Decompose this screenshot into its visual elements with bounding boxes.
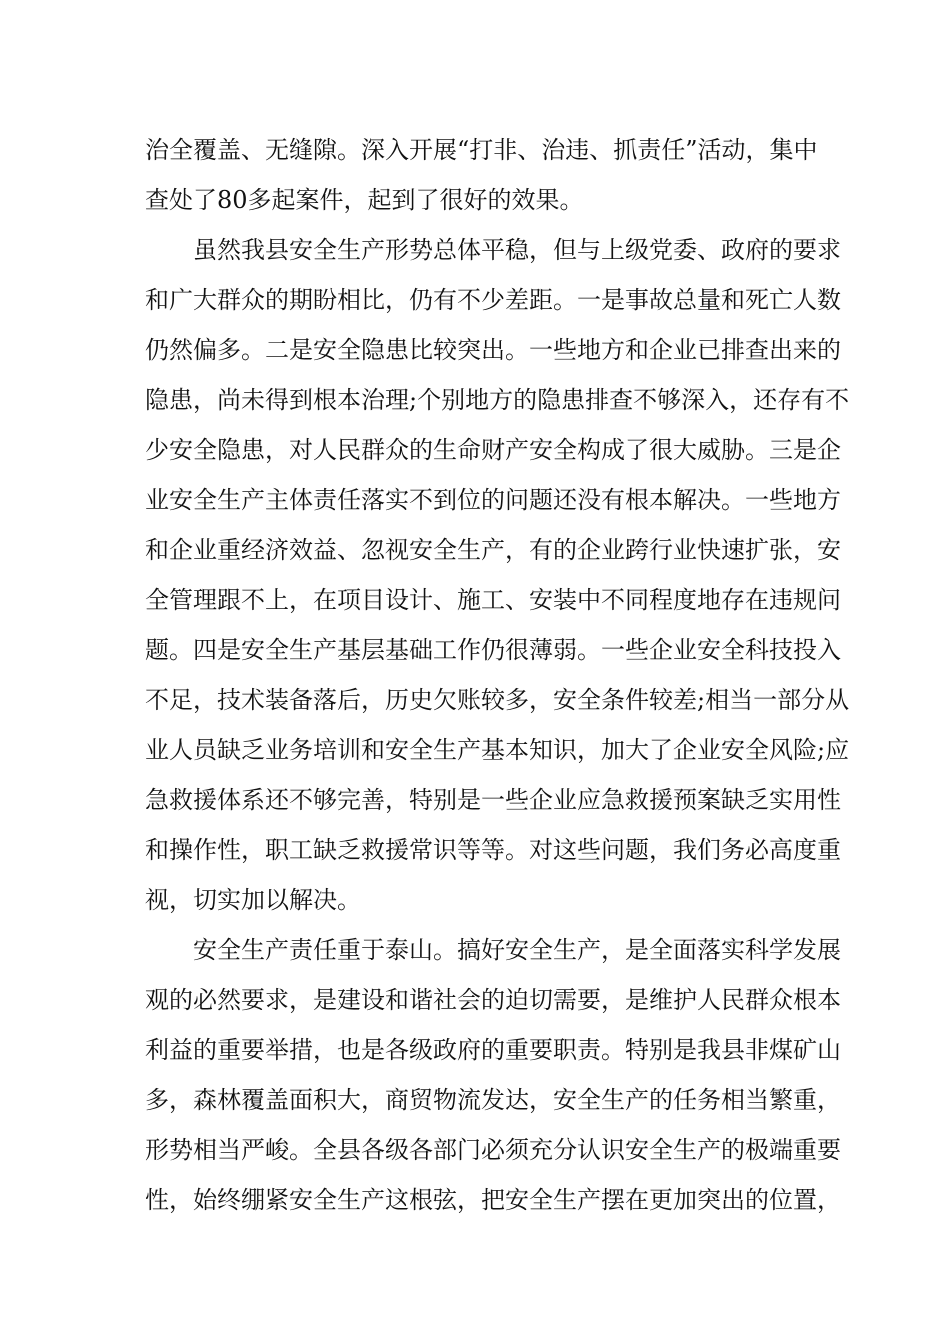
text-line: 治全覆盖、无缝隙。深入开展“打非、治违、抓责任”活动，集中 <box>145 136 818 164</box>
text-line: 性，始终绷紧安全生产这根弦，把安全生产摆在更加突出的位置， <box>145 1186 841 1214</box>
text-line: 业人员缺乏业务培训和安全生产基本知识，加大了企业安全风险;应 <box>145 736 850 764</box>
text-line: 利益的重要举措，也是各级政府的重要职责。特别是我县非煤矿山 <box>145 1036 841 1064</box>
paragraph-first-line: 安全生产责任重于泰山。搞好安全生产，是全面落实科学发展 <box>193 936 841 964</box>
text-line: 多，森林覆盖面积大，商贸物流发达，安全生产的任务相当繁重， <box>145 1086 841 1114</box>
text-line: 题。四是安全生产基层基础工作仍很薄弱。一些企业安全科技投入 <box>145 636 841 664</box>
text-line: 业安全生产主体责任落实不到位的问题还没有根本解决。一些地方 <box>145 486 841 514</box>
text-line: 不足，技术装备落后，历史欠账较多，安全条件较差;相当一部分从 <box>145 686 850 714</box>
text-line: 视，切实加以解决。 <box>145 886 361 914</box>
text-line: 和企业重经济效益、忽视安全生产，有的企业跨行业快速扩张，安 <box>145 536 841 564</box>
text-line: 和广大群众的期盼相比，仍有不少差距。一是事故总量和死亡人数 <box>145 286 841 314</box>
text-line: 和操作性，职工缺乏救援常识等等。对这些问题，我们务必高度重 <box>145 836 841 864</box>
text-line: 查处了80多起案件，起到了很好的效果。 <box>145 186 584 214</box>
text-line: 仍然偏多。二是安全隐患比较突出。一些地方和企业已排查出来的 <box>145 336 841 364</box>
text-line: 形势相当严峻。全县各级各部门必须充分认识安全生产的极端重要 <box>145 1136 841 1164</box>
text-line: 隐患，尚未得到根本治理;个别地方的隐患排查不够深入，还存有不 <box>145 386 850 414</box>
text-line: 急救援体系还不够完善，特别是一些企业应急救援预案缺乏实用性 <box>145 786 841 814</box>
text-line: 全管理跟不上，在项目设计、施工、安装中不同程度地存在违规问 <box>145 586 841 614</box>
paragraph-first-line: 虽然我县安全生产形势总体平稳，但与上级党委、政府的要求 <box>193 236 841 264</box>
text-line: 观的必然要求，是建设和谐社会的迫切需要，是维护人民群众根本 <box>145 986 841 1014</box>
text-line: 少安全隐患，对人民群众的生命财产安全构成了很大威胁。三是企 <box>145 436 841 464</box>
